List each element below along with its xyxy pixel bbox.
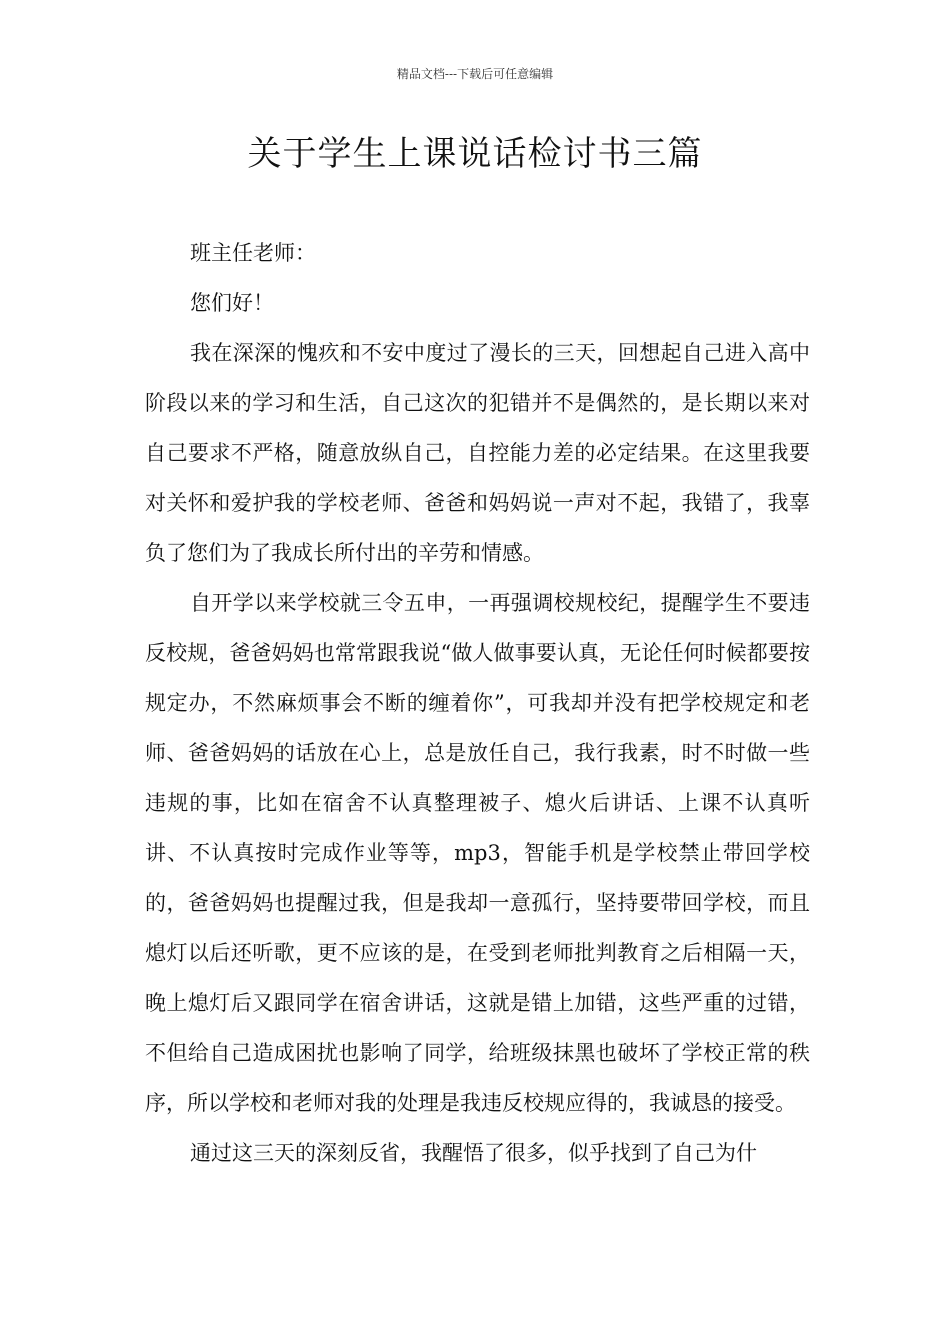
paragraph-3: 通过这三天的深刻反省，我醒悟了很多，似乎找到了自己为什 bbox=[190, 1141, 757, 1165]
greeting: 您们好！ bbox=[190, 291, 274, 315]
paragraph-2: 自开学以来学校就三令五申，一再强调校规校纪，提醒学生不要违反校规，爸爸妈妈也常常跟我说“做人做事要认真，无论任何时候都要按规定办，不然麻烦事会不断的缠着你”，可我却并没有把学校规定和老师、爸爸妈妈的话放在心上，总是放任自己，我行我素，时不时做一些违规的事，比如在宿舍不认真整理被子、熄火后讲话、上课不认真听讲、不认真按时完成作业等等，mp3，智能手机是学校禁止带回学校的，爸爸妈妈也提醒过我，但是我却一意孤行，坚持要带回学校，而且熄灯以后还听歌，更不应该的是，在受到老师批判教育之后相隔一天，晚上熄灯后又跟同学在宿舍讲话，这就是错上加错，这些严重的过错，不但给自己造成困扰也影响了同学，给班级抹黑也破坏了学校正常的秩序，所以学校和老师对我的处理是我违反校规应得的，我诚恳的接受。 bbox=[145, 591, 810, 1115]
salutation: 班主任老师： bbox=[190, 241, 316, 265]
paragraph-1: 我在深深的愧疚和不安中度过了漫长的三天，回想起自己进入高中阶段以来的学习和生活，自己这次的犯错并不是偶然的，是长期以来对自己要求不严格，随意放纵自己，自控能力差的必定结果。在这里我要对关怀和爱护我的学校老师、爸爸和妈妈说一声对不起，我错了，我辜负了您们为了我成长所付出的辛劳和情感。 bbox=[145, 341, 810, 565]
header-note: 精品文档---下载后可任意编辑 bbox=[396, 67, 554, 81]
document-body bbox=[145, 228, 810, 1178]
document-title: 关于学生上课说话检讨书三篇 bbox=[247, 134, 703, 174]
